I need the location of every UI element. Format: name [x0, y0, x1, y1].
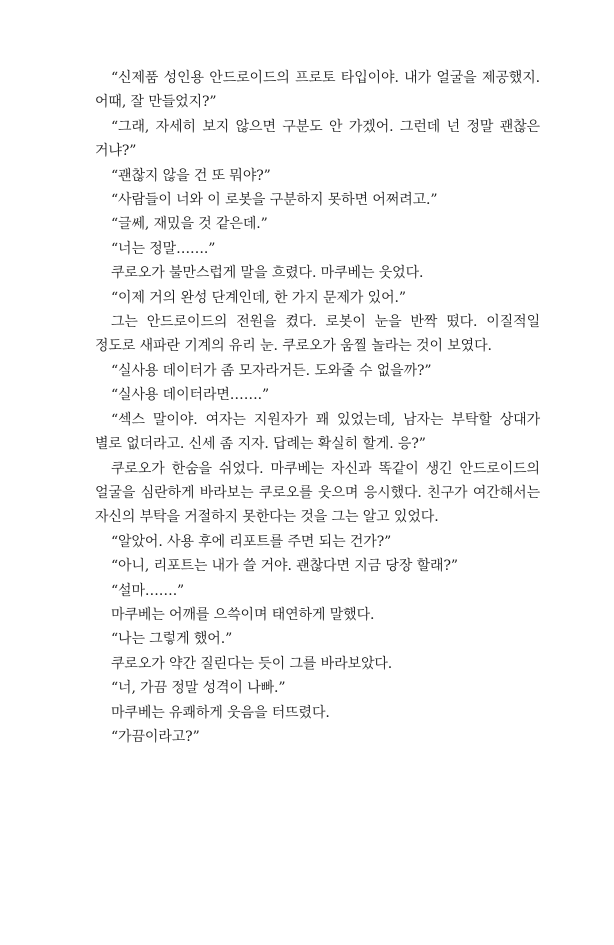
paragraph: “설마…….” [111, 582, 185, 599]
paragraph: “신제품 성인용 안드로이드의 프로토 타입이야. 내가 얼굴을 제공했지. 어때, 잘 만들었지?” [95, 70, 540, 111]
paragraph: “가끔이라고?” [111, 728, 200, 745]
body-text [95, 66, 540, 749]
paragraph: “글쎄, 재밌을 것 같은데.” [111, 216, 268, 233]
paragraph: “이제 거의 완성 단계인데, 한 가지 문제가 있어.” [111, 289, 406, 306]
paragraph: “나는 그렇게 했어.” [111, 631, 233, 648]
paragraph: 그는 안드로이드의 전원을 켰다. 로봇이 눈을 반짝 떴다. 이질적일 정도로 새파란 기계의 유리 눈. 쿠로오가 움찔 놀라는 것이 보였다. [95, 314, 540, 355]
paragraph: “실사용 데이터가 좀 모자라거든. 도와줄 수 없을까?” [111, 362, 432, 379]
paragraph: 쿠로오가 한숨을 쉬었다. 마쿠베는 자신과 똑같이 생긴 안드로이드의 얼굴을 심란하게 바라보는 쿠로오를 웃으며 응시했다. 친구가 여간해서는 자신의 부탁을 거절하지 못한다는 것을 그는 알고 있었다. [95, 460, 540, 526]
paragraph: 쿠로오가 불만스럽게 말을 흐렸다. 마쿠베는 웃었다. [111, 265, 424, 282]
paragraph: “섹스 말이야. 여자는 지원자가 꽤 있었는데, 남자는 부탁할 상대가 별로 없더라고. 신세 좀 지자. 답례는 확실히 할게. 응?” [95, 411, 540, 453]
paragraph: “너, 가끔 정말 성격이 나빠.” [111, 680, 286, 697]
paragraph: “아니, 리포트는 내가 쓸 거야. 괜찮다면 지금 당장 할래?” [111, 558, 458, 575]
paragraph: “괜찮지 않을 건 또 뭐야?” [111, 167, 271, 184]
paragraph: “사람들이 너와 이 로봇을 구분하지 못하면 어쩌려고.” [111, 192, 438, 209]
paragraph: “너는 정말…….” [111, 240, 216, 257]
paragraph: “알았어. 사용 후에 리포트를 주면 되는 건가?” [111, 533, 392, 550]
paragraph: “그래, 자세히 보지 않으면 구분도 안 가겠어. 그런데 넌 정말 괜찮은 거냐?” [95, 118, 540, 160]
paragraph: 마쿠베는 어깨를 으쓱이며 태연하게 말했다. [111, 606, 375, 623]
paragraph: “실사용 데이터라면…….” [111, 387, 270, 404]
paragraph: 쿠로오가 약간 질린다는 듯이 그를 바라보았다. [111, 655, 393, 672]
paragraph: 마쿠베는 유쾌하게 웃음을 터뜨렸다. [111, 704, 330, 721]
